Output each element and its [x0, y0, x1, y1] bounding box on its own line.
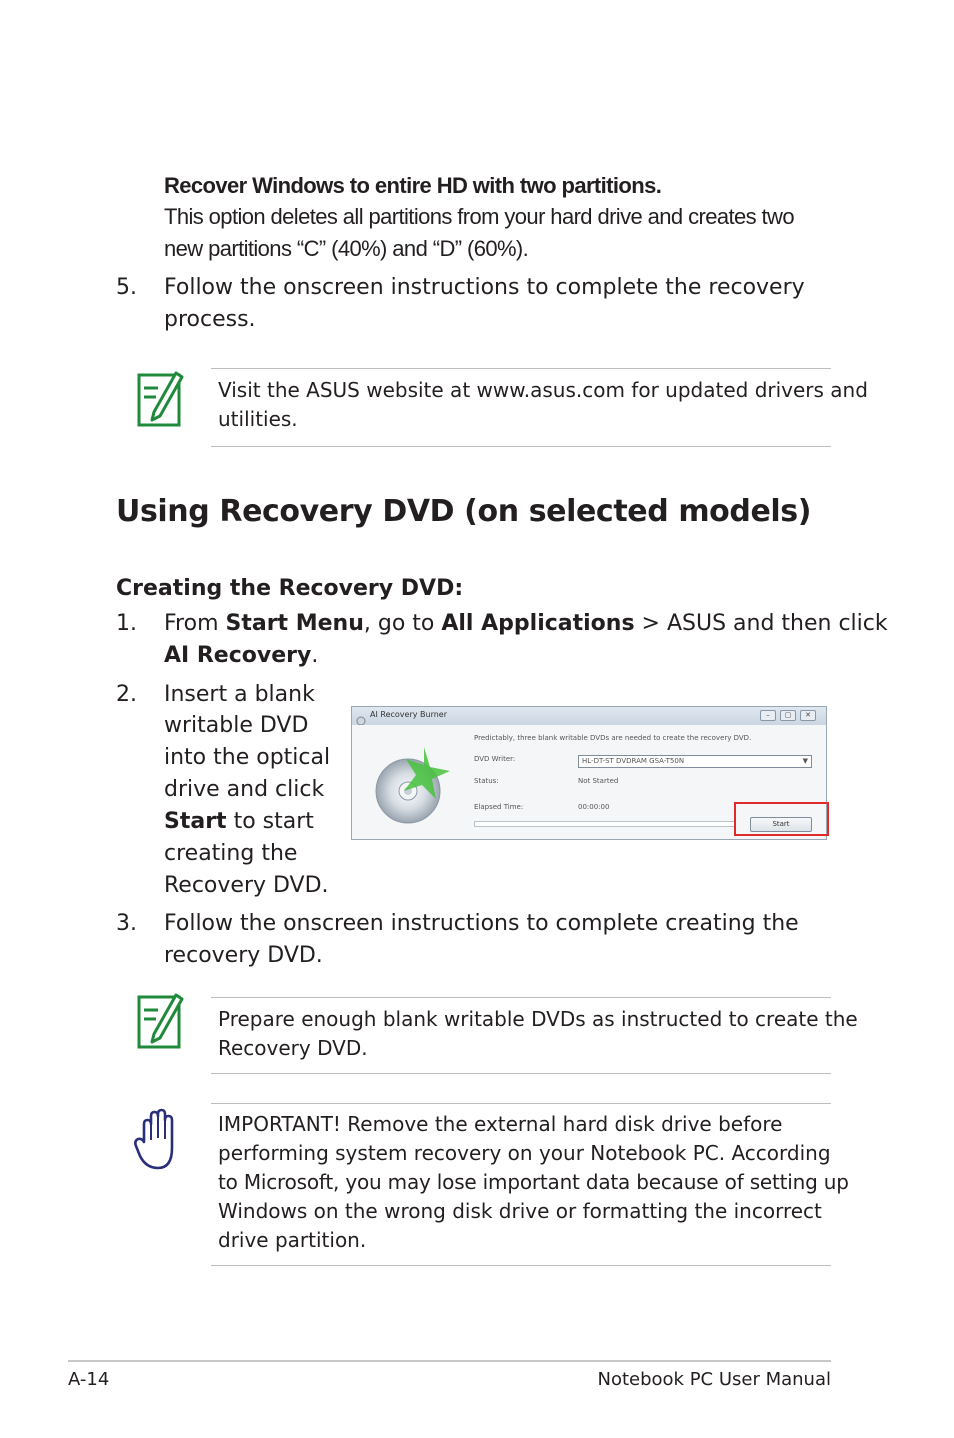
note2-top-rule: [211, 997, 831, 998]
start-button[interactable]: Start: [750, 817, 812, 832]
elapsed-value: 00:00:00: [578, 803, 610, 811]
step1-go-to: , go to: [363, 611, 442, 636]
close-button[interactable]: ✕: [800, 710, 816, 721]
note1-line1: Visit the ASUS website at www.asus.com for updated drivers and: [218, 378, 868, 402]
elapsed-label: Elapsed Time:: [474, 803, 524, 811]
step2-line4: drive and click: [164, 777, 325, 802]
note2-line2: Recovery DVD.: [218, 1036, 368, 1060]
status-value: Not Started: [578, 777, 619, 785]
hand-warning-icon: [134, 1104, 182, 1174]
footer-rule: [68, 1360, 831, 1362]
step5-line1: Follow the onscreen instructions to complete the recovery: [164, 275, 805, 300]
start-text: Start: [164, 809, 227, 834]
note-pencil-icon: [136, 992, 184, 1050]
start-highlight-box: [734, 802, 829, 836]
progress-bar: [474, 821, 736, 827]
step2-line7: Recovery DVD.: [164, 873, 329, 898]
important-line2: performing system recovery on your Notebook PC. According: [218, 1141, 831, 1165]
step2-line5: [164, 806, 314, 838]
step5-line2: process.: [164, 307, 256, 332]
dialog-title: AI Recovery Burner: [370, 710, 447, 719]
step1-number: 1.: [116, 611, 137, 636]
step1-rest: > ASUS and then click: [634, 611, 888, 636]
step1-line2: [164, 640, 318, 672]
step3-number: 3.: [116, 911, 137, 936]
ai-recovery-text: AI Recovery: [164, 643, 312, 668]
step2-line2: writable DVD: [164, 713, 309, 738]
dvd-writer-select[interactable]: [578, 755, 812, 768]
important-line3: to Microsoft, you may lose important data because of setting up: [218, 1170, 849, 1194]
step2-line3: into the optical: [164, 745, 331, 770]
minimize-button[interactable]: –: [760, 710, 776, 721]
option-desc-line2: new partitions “C” (40%) and “D” (60%).: [164, 236, 529, 261]
option-desc-line1: This option deletes all partitions from your hard drive and creates two: [164, 204, 794, 229]
start-menu-text: Start Menu: [225, 611, 364, 636]
step2-line1: Insert a blank: [164, 682, 315, 707]
note1-top-rule: [211, 368, 831, 369]
important-line4: Windows on the wrong disk drive or formatting the incorrect: [218, 1199, 822, 1223]
maximize-button[interactable]: ▢: [780, 710, 796, 721]
step2-line6: creating the: [164, 841, 298, 866]
dialog-info-text: Predictably, three blank writable DVDs are needed to create the recovery DVD.: [474, 734, 752, 742]
note-pencil-icon: [136, 370, 184, 428]
app-icon: [356, 711, 366, 721]
important-top-rule: [211, 1103, 831, 1104]
status-label: Status:: [474, 777, 499, 785]
dialog-titlebar: [352, 707, 826, 726]
footer-manual-title: Notebook PC User Manual: [597, 1369, 831, 1390]
footer-page-number: A-14: [68, 1369, 110, 1390]
step3-line1: Follow the onscreen instructions to complete creating the: [164, 911, 799, 936]
all-applications-text: All Applications: [441, 611, 635, 636]
important-line5: drive partition.: [218, 1228, 367, 1252]
chevron-down-icon: ▼: [802, 757, 808, 765]
important-line1: IMPORTANT! Remove the external hard disk drive before: [218, 1112, 783, 1136]
dvd-writer-label: DVD Writer:: [474, 755, 516, 763]
note2-bottom-rule: [211, 1073, 831, 1074]
step1-line1: [164, 608, 888, 640]
subheading: Creating the Recovery DVD:: [116, 576, 464, 601]
step5-number: 5.: [116, 275, 137, 300]
note2-line1: Prepare enough blank writable DVDs as instructed to create the: [218, 1007, 858, 1031]
section-heading: Using Recovery DVD (on selected models): [116, 494, 812, 529]
important-bottom-rule: [211, 1265, 831, 1266]
dvd-disc-icon: [364, 731, 464, 831]
step3-line2: recovery DVD.: [164, 943, 323, 968]
step2-start-rest: to start: [226, 809, 314, 834]
note1-bottom-rule: [211, 446, 831, 447]
note1-line2: utilities.: [218, 407, 298, 431]
step1-period: .: [311, 643, 319, 668]
dvd-writer-value: HL-DT-ST DVDRAM GSA-T50N: [582, 757, 685, 765]
step1-from: From: [164, 611, 226, 636]
step2-number: 2.: [116, 682, 137, 707]
option-title: Recover Windows to entire HD with two partitions.: [164, 173, 662, 198]
